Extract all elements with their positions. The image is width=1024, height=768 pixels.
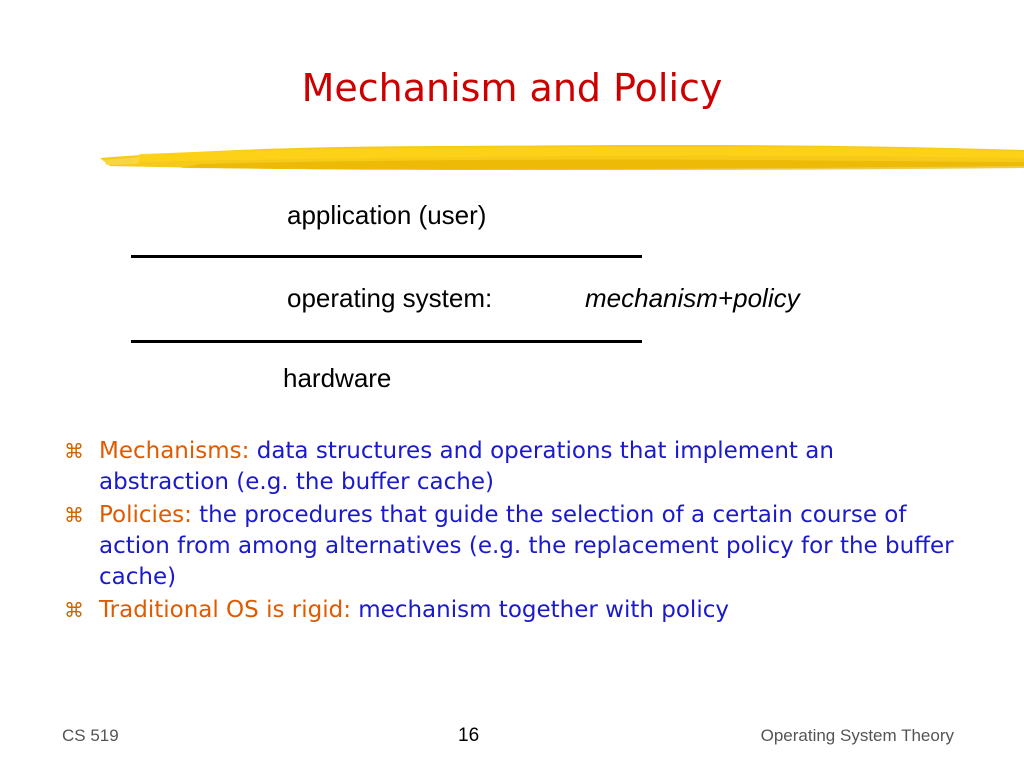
bullet-term: Mechanisms: — [99, 438, 250, 464]
footer-course: CS 519 — [62, 726, 119, 745]
hardware-layer-label: hardware — [283, 363, 392, 393]
slide-number: 16 — [458, 725, 480, 746]
bullet-term: Traditional OS is rigid: — [99, 597, 351, 623]
bullet-item — [64, 500, 964, 593]
z-bullet-icon: ⌘ — [64, 503, 84, 527]
bullet-term: Policies: — [99, 502, 192, 528]
z-bullet-icon: ⌘ — [64, 598, 84, 622]
highlighter-stroke — [0, 0, 1024, 200]
bullet-description: the procedures that guide the selection of a certain course of action from among alternatives (e.g. the replacement policy for the buffer cache) — [99, 502, 954, 590]
os-layer-label: operating system: — [287, 283, 493, 313]
layer-divider-top — [131, 255, 642, 258]
os-layer-annotation: mechanism+policy — [585, 283, 800, 313]
bullet-item — [64, 436, 964, 498]
slide-title: Mechanism and Policy — [301, 66, 723, 110]
layer-divider-bottom — [131, 340, 642, 343]
bullet-item — [64, 595, 964, 626]
z-bullet-icon: ⌘ — [64, 439, 84, 463]
application-layer-label: application (user) — [287, 200, 487, 230]
bullet-description: data structures and operations that implement an abstraction (e.g. the buffer cache) — [99, 438, 834, 495]
footer-course-title: Operating System Theory — [760, 726, 954, 745]
bullet-list — [64, 436, 964, 628]
bullet-description: mechanism together with policy — [358, 597, 729, 623]
